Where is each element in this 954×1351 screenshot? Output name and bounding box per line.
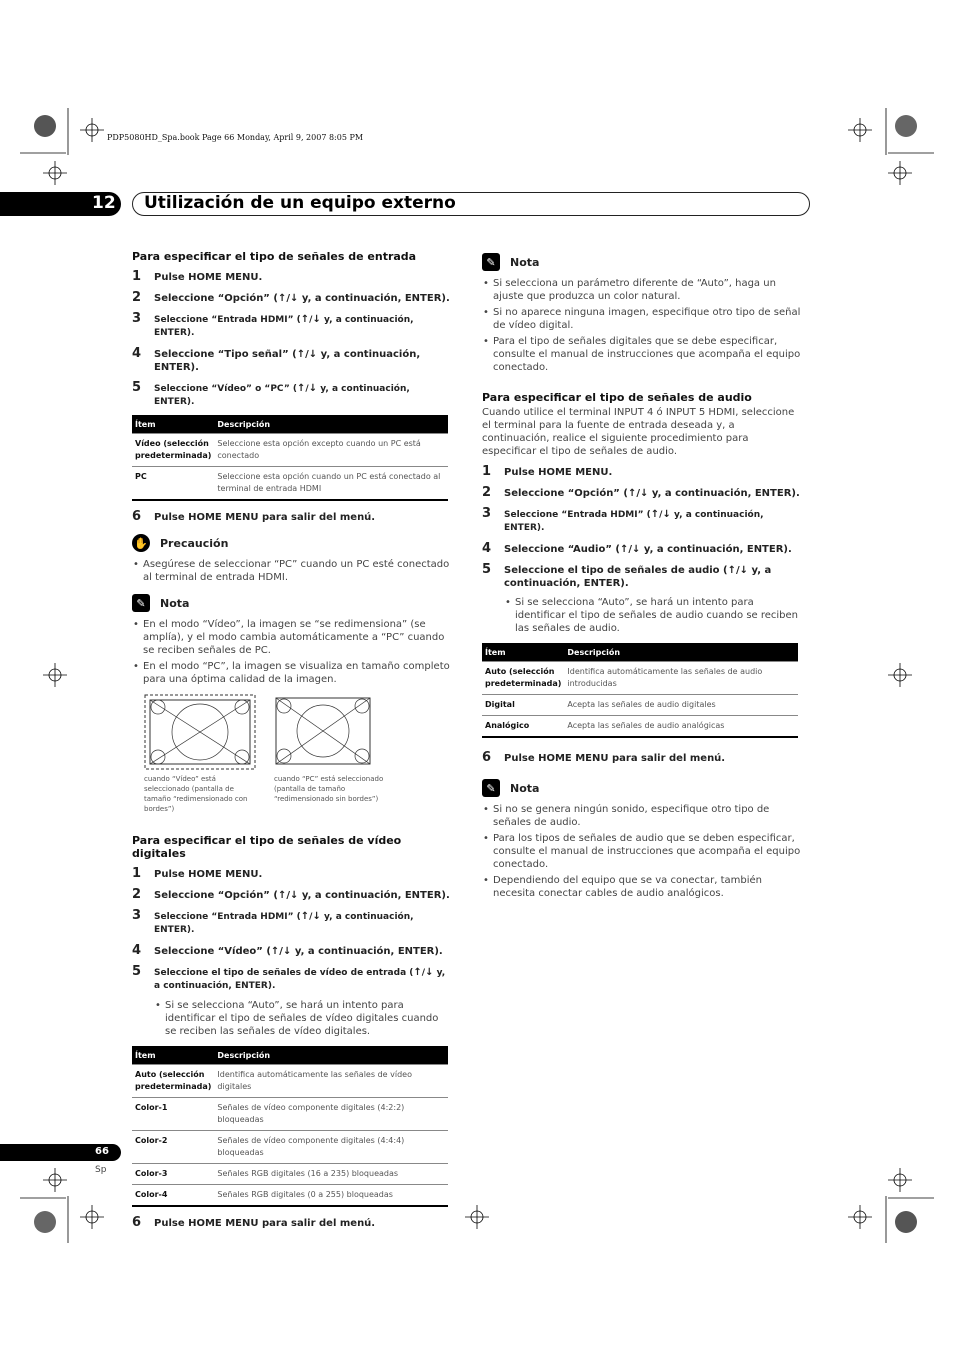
step: 6 Pulse HOME MENU para salir del menú. [482, 750, 726, 765]
down-arrow-icon: ↓ [308, 349, 318, 360]
up-arrow-icon: ↑ [270, 946, 280, 957]
step-sub-bullet: • Si se selecciona “Auto”, se hará un intento para identificar el tipo de señales de vídeo digitales cuando se reciben las señales de vídeo digitales. [154, 999, 452, 1038]
caution-header: ✋ Precaución [132, 534, 452, 552]
step: 4 Seleccione “Vídeo” (↑/↓ y, a continuación, ENTER). [132, 943, 443, 958]
down-arrow-icon: ↓ [312, 314, 321, 325]
up-arrow-icon: ↑ [277, 890, 287, 901]
step: 3 Seleccione “Entrada HDMI” (↑/↓ y, a continuación, ENTER). [482, 506, 764, 533]
down-arrow-icon: ↓ [639, 488, 649, 499]
note-header: ✎ Nota [132, 594, 452, 612]
down-arrow-icon: ↓ [289, 293, 299, 304]
note-item: • En el modo “Vídeo”, la imagen se “se redimensiona” (se amplía), y el modo cambia automáticamente a “PC” cuando se reciben señales de PC. [132, 618, 452, 657]
note-header: ✎ Nota [482, 779, 802, 797]
note-pencil-icon: ✎ [482, 779, 500, 797]
down-arrow-icon: ↓ [282, 946, 292, 957]
step: 1 Pulse HOME MENU. [482, 464, 613, 479]
note-pencil-icon: ✎ [482, 253, 500, 271]
screen-diagram-pc [274, 694, 374, 770]
figure-video [144, 694, 262, 814]
step: 6 Pulse HOME MENU para salir del menú. [132, 509, 376, 524]
screen-diagram-video [144, 694, 256, 770]
down-arrow-icon: ↓ [425, 967, 434, 978]
section-heading: Para especificar el tipo de señales de vídeo digitales [132, 834, 402, 860]
section-heading: Para especificar el tipo de señales de entrada [132, 250, 417, 263]
note-item: • Si no aparece ninguna imagen, especifique otro tipo de señal de vídeo digital. [482, 306, 802, 332]
digital-video-table: Ítem Descripción Auto (selección predeterminada) Identifica automáticamente las señales de vídeo digitales Color-1 Señales de vídeo componente digitales (4:2:2) bloqueadas Color-2 Señales de vídeo componente digitales (4:4:4) bloqueadas Color-3 Señales RGB digitales (16 a 235) bloqueadas Color-4 Señales RGB digitales (0 a 255) bloqueadas [132, 1046, 448, 1207]
up-arrow-icon: ↑ [300, 314, 310, 325]
note-item: • Para los tipos de señales de audio que se deben especificar, consulte el manual de instrucciones que acompaña el equipo conectado. [482, 832, 802, 871]
down-arrow-icon: ↓ [632, 544, 641, 555]
chapter-number: 12 [92, 193, 116, 213]
note-item: • Si no se genera ningún sonido, especifique otro tipo de señales de audio. [482, 803, 802, 829]
up-arrow-icon: ↑ [727, 565, 736, 576]
caution-hand-icon: ✋ [132, 534, 150, 552]
right-column [482, 245, 802, 903]
step: 6 Pulse HOME MENU para salir del menú. [132, 1215, 376, 1230]
step: 2 Seleccione “Opción” (↑/↓ y, a continuación, ENTER). [132, 887, 450, 902]
section-heading: Para especificar el tipo de señales de audio [482, 391, 752, 404]
up-arrow-icon: ↑ [650, 509, 660, 520]
figure-pc [274, 694, 392, 814]
left-column [132, 250, 452, 1236]
step: 4 Seleccione “Audio” (↑/↓ y, a continuación, ENTER). [482, 541, 792, 556]
note-pencil-icon: ✎ [132, 594, 150, 612]
down-arrow-icon: ↓ [312, 911, 321, 922]
caution-item: • Asegúrese de seleccionar “PC” cuando un PC esté conectado al terminal de entrada HDMI. [132, 558, 452, 584]
step: 5 Seleccione “Vídeo” o “PC” (↑/↓ y, a continuación, ENTER). [132, 380, 410, 407]
input-signal-table: Ítem Descripción Vídeo (selección predeterminada) Seleccione esta opción excepto cuando un PC está conectado PC Seleccione esta opción cuando un PC está conectado al terminal de entrada HDMI [132, 415, 448, 501]
step: 1 Pulse HOME MENU. [132, 866, 263, 881]
up-arrow-icon: ↑ [277, 293, 287, 304]
figure-caption: cuando “Vídeo” está seleccionado (pantalla de tamaño “redimensionado con bordes”) [144, 775, 248, 813]
step: 5 Seleccione el tipo de señales de audio (↑/↓ y, a continuación, ENTER). [482, 562, 772, 589]
screen-figures [144, 694, 452, 814]
note-item: • Si selecciona un parámetro diferente de “Auto”, haga un ajuste que produzca un color natural. [482, 277, 802, 303]
audio-signal-table: Ítem Descripción Auto (selección predeterminada) Identifica automáticamente las señales de audio introducidas Digital Acepta las señales de audio digitales Analógico Acepta las señales de audio analógicas [482, 643, 798, 738]
up-arrow-icon: ↑ [297, 383, 306, 394]
up-arrow-icon: ↑ [413, 967, 422, 978]
up-arrow-icon: ↑ [296, 349, 306, 360]
step: 2 Seleccione “Opción” (↑/↓ y, a continuación, ENTER). [482, 485, 800, 500]
page-language: Sp [95, 1165, 107, 1175]
step-sub-bullet: • Si se selecciona “Auto”, se hará un intento para identificar el tipo de señales de audio cuando se reciben las señales de audio. [504, 596, 802, 635]
step: 1 Pulse HOME MENU. [132, 269, 263, 284]
chapter-title: Utilización de un equipo externo [144, 193, 456, 213]
step: 3 Seleccione “Entrada HDMI” (↑/↓ y, a continuación, ENTER). [132, 908, 414, 935]
down-arrow-icon: ↓ [739, 565, 749, 576]
note-item: • Para el tipo de señales digitales que se debe especificar, consulte el manual de instrucciones que acompaña el equipo conectado. [482, 335, 802, 374]
figure-caption: cuando “PC” está seleccionado (pantalla de tamaño “redimensionado sin bordes”) [274, 775, 384, 803]
file-info-line: PDP5080HD_Spa.book Page 66 Monday, April 9, 2007 8:05 PM [107, 133, 364, 142]
step: 3 Seleccione “Entrada HDMI” (↑/↓ y, a continuación, ENTER). [132, 311, 414, 338]
step: 5 Seleccione el tipo de señales de vídeo de entrada (↑/↓ y, a continuación, ENTER). [132, 964, 446, 991]
step: 2 Seleccione “Opción” (↑/↓ y, a continuación, ENTER). [132, 290, 450, 305]
page-number: 66 [95, 1146, 109, 1157]
down-arrow-icon: ↓ [662, 509, 671, 520]
step: 4 Seleccione “Tipo señal” (↑/↓ y, a continuación, ENTER). [132, 346, 421, 373]
up-arrow-icon: ↑ [627, 488, 637, 499]
note-header: ✎ Nota [482, 253, 802, 271]
note-item: • Dependiendo del equipo que se va conectar, también necesita conectar cables de audio analógicos. [482, 874, 802, 900]
down-arrow-icon: ↓ [308, 383, 318, 394]
down-arrow-icon: ↓ [289, 890, 299, 901]
up-arrow-icon: ↑ [619, 544, 629, 555]
section-intro: Cuando utilice el terminal INPUT 4 ó INPUT 5 HDMI, seleccione el terminal para la fuente de entrada deseada y, a continuación, realice el siguiente procedimiento para especificar el tipo de señales de audio. [482, 407, 795, 457]
up-arrow-icon: ↑ [300, 911, 310, 922]
note-item: • En el modo “PC”, la imagen se visualiza en tamaño completo para una óptima calidad de la imagen. [132, 660, 452, 686]
